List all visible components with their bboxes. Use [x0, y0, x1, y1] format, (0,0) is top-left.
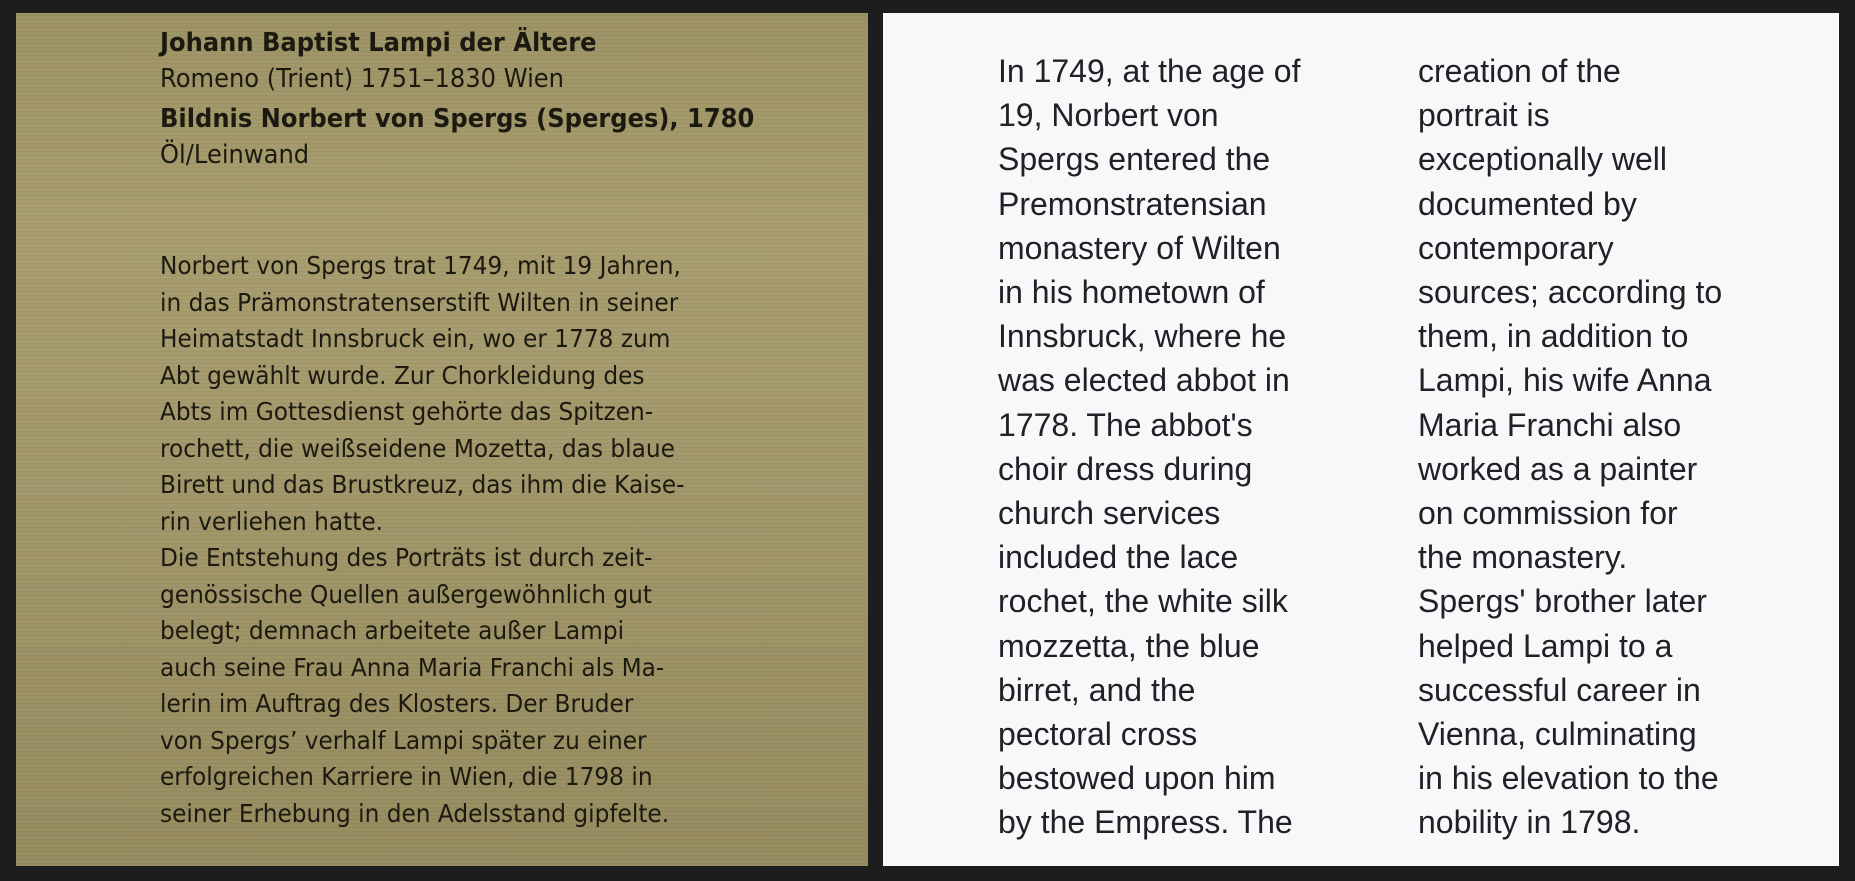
translation-line: worked as a painter [1418, 450, 1698, 487]
plaque-body-line: Heimatstadt Innsbruck ein, wo er 1778 zum [160, 324, 671, 353]
translation-line: successful career in [1418, 671, 1701, 708]
translation-line: Premonstratensian [998, 185, 1267, 222]
translation-line: in his elevation to the [1418, 760, 1719, 797]
translation-line: Vienna, culminating [1418, 716, 1697, 753]
translation-line: bestowed upon him [998, 760, 1276, 797]
plaque-body-line: Abts im Gottesdienst gehörte das Spitzen- [160, 397, 654, 426]
plaque-artist: Johann Baptist Lampi der Ältere [160, 28, 597, 58]
plaque-body-line: Norbert von Spergs trat 1749, mit 19 Jahren, [160, 251, 681, 280]
translation-line: In 1749, at the age of [998, 53, 1301, 89]
translation-line: in his hometown of [998, 274, 1265, 311]
translation-line: portrait is [1418, 97, 1550, 134]
plaque-body-line: erfolgreichen Karriere in Wien, die 1798 in [160, 762, 653, 791]
translation-line: exceptionally well [1418, 141, 1668, 178]
translation-line: the monastery. [1418, 539, 1628, 576]
plaque-body-line: belegt; demnach arbeitete außer Lampi [160, 616, 625, 645]
translation-line: Maria Franchi also [1418, 406, 1682, 443]
translation-line: on commission for [1418, 495, 1678, 532]
plaque-body-line: genössische Quellen außergewöhnlich gut [160, 579, 653, 609]
plaque-body-line: lerin im Auftrag des Klosters. Der Bruder [160, 689, 634, 718]
plaque-body-line: Abt gewählt wurde. Zur Chorkleidung des [160, 360, 645, 390]
translation-line: creation of the [1418, 53, 1621, 89]
translation-line: monastery of Wilten [998, 229, 1281, 266]
translation-line: contemporary [1418, 229, 1614, 266]
translation-line: sources; according to [1418, 274, 1723, 311]
plaque-body-line: seiner Erhebung in den Adelsstand gipfelte. [160, 798, 670, 828]
translation-line: church services [998, 495, 1221, 532]
translation-line: them, in addition to [1418, 318, 1689, 355]
translation-column-2 [1418, 49, 1722, 845]
translation-line: was elected abbot in [998, 362, 1290, 399]
translation-column-1 [998, 49, 1300, 845]
museum-plaque-photo [16, 13, 868, 866]
translation-line: birret, and the [998, 671, 1196, 708]
translation-line: mozzetta, the blue [998, 627, 1260, 664]
translation-line: helped Lampi to a [1418, 627, 1673, 664]
translation-line: Spergs entered the [998, 141, 1271, 178]
plaque-body-line: auch seine Frau Anna Maria Franchi als Ma- [160, 652, 665, 682]
translation-panel [883, 13, 1839, 866]
translation-line: 1778. The abbot's [998, 406, 1253, 443]
translation-line: nobility in 1798. [1418, 804, 1641, 841]
plaque-body-line: Die Entstehung des Porträts ist durch zeit- [160, 543, 653, 572]
translation-line: choir dress during [998, 450, 1253, 487]
plaque-body-line: Birett und das Brustkreuz, das ihm die Kaise- [160, 470, 685, 499]
plaque-body-line: von Spergs’ verhalf Lampi später zu einer [160, 725, 647, 755]
translation-line: documented by [1418, 185, 1637, 222]
plaque-origin: Romeno (Trient) 1751–1830 Wien [160, 64, 565, 94]
plaque-body-line: rin verliehen hatte. [160, 506, 384, 536]
plaque-body-german [160, 248, 737, 832]
translation-line: included the lace [998, 539, 1239, 576]
translation-line: Spergs' brother later [1418, 583, 1707, 620]
translation-line: 19, Norbert von [998, 97, 1219, 134]
plaque-body-line: in das Prämonstratenserstift Wilten in seiner [160, 287, 679, 317]
translation-line: Innsbruck, where he [998, 318, 1287, 355]
plaque-medium: Öl/Leinwand [160, 140, 310, 170]
plaque-work-title: Bildnis Norbert von Spergs (Sperges), 1780 [160, 104, 755, 134]
translation-line: Lampi, his wife Anna [1418, 362, 1712, 399]
translation-line: pectoral cross [998, 716, 1198, 753]
translation-line: rochet, the white silk [998, 583, 1288, 620]
plaque-body-line: rochett, die weißseidene Mozetta, das blaue [160, 433, 675, 463]
translation-line: by the Empress. The [998, 804, 1293, 841]
